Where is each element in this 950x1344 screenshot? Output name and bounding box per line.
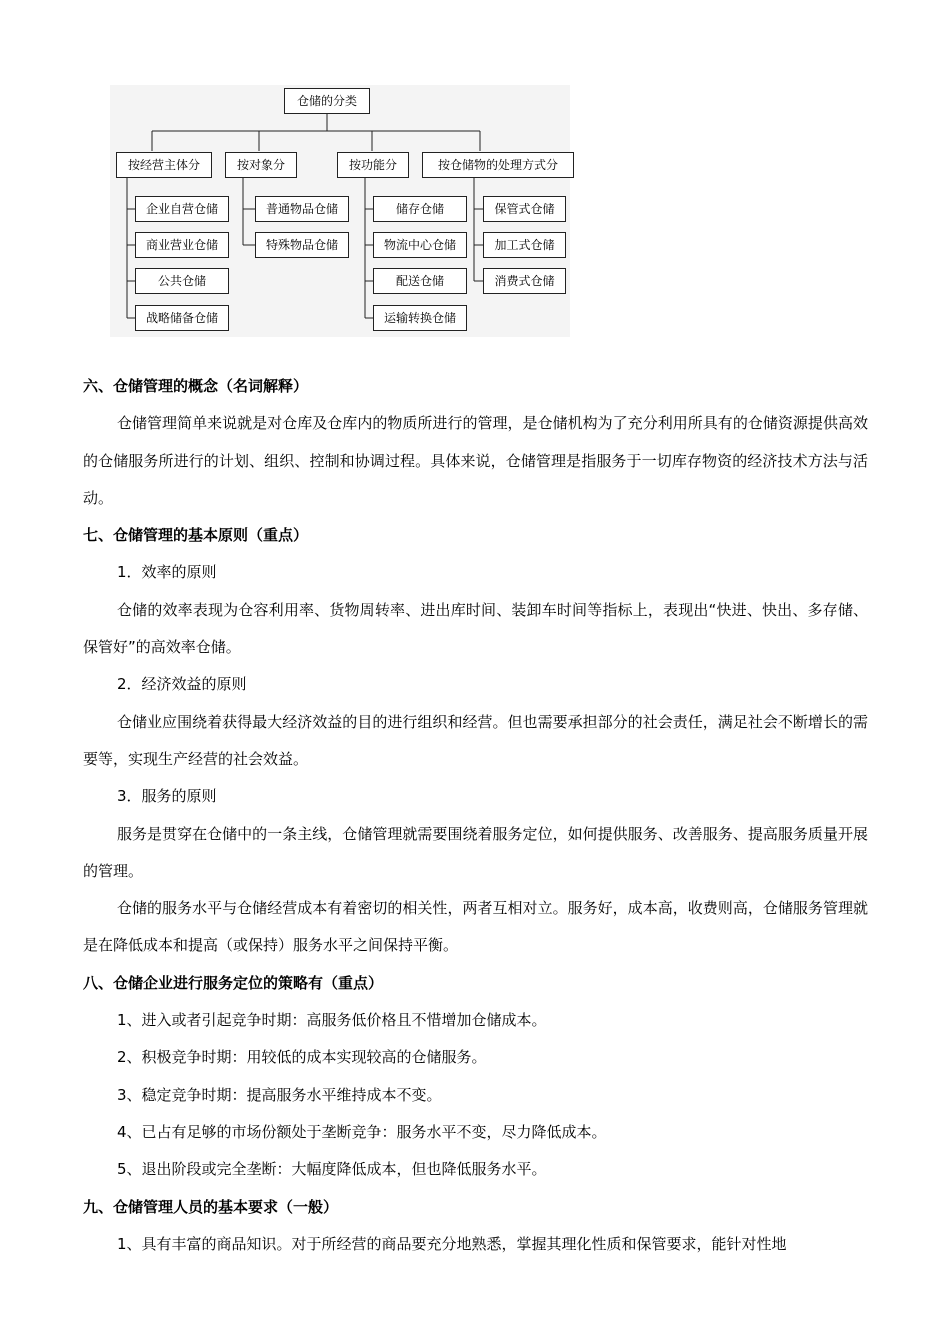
section-7-heading: 七、仓储管理的基本原则（重点） [83,526,309,545]
strategy-item: 2、积极竞争时期：用较低的成本实现较高的仓储服务。 [117,1048,487,1067]
strategy-item: 3、稳定竞争时期：提高服务水平维持成本不变。 [117,1085,442,1104]
node-public-storage: 公共仓储 [135,268,229,294]
principle-efficiency-text: 仓储的效率表现为仓容利用率、货物周转率、进出库时间、装卸车时间等指标上，表现出“快进、快出、多存储、保管好”的高效率仓储。 [83,600,868,657]
node-special-goods-storage: 特殊物品仓储 [255,232,349,258]
node-logistics-center-storage: 物流中心仓储 [373,232,467,258]
node-distribution-storage: 配送仓储 [373,268,467,294]
requirement-item: 1、具有丰富的商品知识。对于所经营的商品要充分地熟悉，掌握其理化性质和保管要求，能针对性地 [117,1234,787,1253]
principle-service-text-2: 仓储的服务水平与仓储经营成本有着密切的相关性，两者互相对立。服务好，成本高，收费则高，仓储服务管理就是在降低成本和提高（或保持）服务水平之间保持平衡。 [83,899,868,955]
principle-service-text-1: 服务是贯穿在仓储中的一条主线，仓储管理就需要围绕着服务定位，如何提供服务、改善服务、提高服务质量开展的管理。 [83,824,868,880]
node-strategic-reserve-storage: 战略储备仓储 [135,305,229,331]
principle-efficiency-title: 1．效率的原则 [117,563,217,582]
node-consumption-storage: 消费式仓储 [483,268,566,294]
principle-economic-text: 仓储业应围绕着获得最大经济效益的目的进行组织和经营。但也需要承担部分的社会责任，满足社会不断增长的需要等，实现生产经营的社会效益。 [83,712,868,768]
section-6-paragraph: 仓储管理简单来说就是对仓库及仓库内的物质所进行的管理，是仓储机构为了充分利用所具有的仓储资源提供高效的仓储服务所进行的计划、组织、控制和协调过程。具体来说，仓储管理是指服务于一切库存物资的经济技术方法与活动。 [83,414,868,507]
strategy-item: 4、已占有足够的市场份额处于垄断竞争：服务水平不变，尽力降低成本。 [117,1122,607,1141]
node-transit-storage: 运输转换仓储 [373,305,467,331]
node-custody-storage: 保管式仓储 [483,196,566,222]
category-by-object: 按对象分 [225,152,297,178]
strategy-item: 1、进入或者引起竞争时期：高服务低价格且不惜增加仓储成本。 [117,1011,547,1030]
node-enterprise-storage: 企业自营仓储 [135,196,229,222]
strategy-item: 5、退出阶段或完全垄断：大幅度降低成本，但也降低服务水平。 [117,1160,547,1179]
node-general-goods-storage: 普通物品仓储 [255,196,349,222]
node-commercial-storage: 商业营业仓储 [135,232,229,258]
storage-classification-diagram [110,85,570,337]
section-6-heading: 六、仓储管理的概念（名词解释） [83,377,309,395]
principle-economic-title: 2．经济效益的原则 [117,675,247,694]
category-by-operator: 按经营主体分 [116,152,212,178]
category-by-function: 按功能分 [337,152,409,178]
section-8-heading: 八、仓储企业进行服务定位的策略有（重点） [83,973,384,992]
document-body [83,368,868,1263]
section-9-heading: 九、仓储管理人员的基本要求（一般） [83,1197,339,1216]
principle-service-title: 3．服务的原则 [117,787,217,806]
node-reserve-storage: 储存仓储 [373,196,467,222]
node-processing-storage: 加工式仓储 [483,232,566,258]
category-by-handling: 按仓储物的处理方式分 [422,152,574,178]
diagram-root-node: 仓储的分类 [284,88,370,114]
